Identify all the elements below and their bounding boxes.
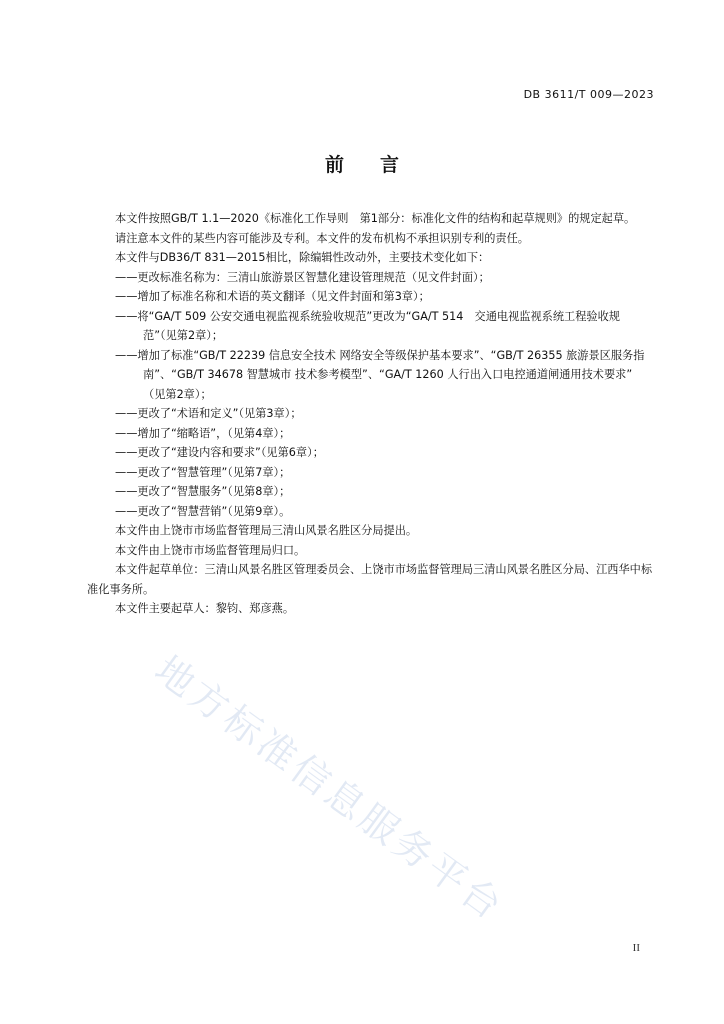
change-item: ——增加了标准名称和术语的英文翻译（见文件封面和第3章）； [115,290,430,303]
paragraph-patent-notice: 请注意本文件的某些内容可能涉及专利。本文件的发布机构不承担识别专利的责任。 [115,231,529,245]
page-number: II [632,942,640,954]
document-code: DB 3611/T 009—2023 [523,88,654,101]
foreword-body [87,209,653,619]
paragraph-drafting-rules: 本文件按照GB/T 1.1—2020《标准化工作导则 第1部分：标准化文件的结构和起草规则》的规定起草。 [115,212,636,225]
paragraph-changes-intro: 本文件与DB36/T 831—2015相比，除编辑性改动外，主要技术变化如下： [115,251,490,264]
paragraph-drafting-units: 本文件起草单位：三清山风景名胜区管理委员会、上饶市市场监督管理局三清山风景名胜区分局、江西华中标准化事务所。 [87,563,653,596]
change-item: ——更改了“智慧服务”（见第8章）； [115,485,291,498]
paragraph-proposer: 本文件由上饶市市场监督管理局三清山风景名胜区分局提出。 [115,524,418,537]
change-item: ——更改了“建设内容和要求”（见第6章）； [115,446,324,459]
change-item: ——将“GA/T 509 公安交通电视监视系统验收规范”更改为“GA/T 514 交通电视监视系统工程验收规范”（见第2章）； [115,309,620,342]
change-item: ——更改了“术语和定义”（见第3章）； [115,407,302,420]
paragraph-administrator: 本文件由上饶市市场监督管理局归口。 [115,543,306,557]
change-item: ——更改了“智慧管理”（见第7章）； [115,465,291,479]
change-item: ——更改了“智慧营销”（见第9章）。 [115,504,291,518]
watermark: 地方标准信息服务平台 [146,647,513,930]
page-title: 前言 [324,154,435,176]
change-item: ——增加了标准“GB/T 22239 信息安全技术 网络安全等级保护基本要求”、“GB/T 26355 旅游景区服务指南”、“GB/T 34678 智慧城市 技术参考模型”、“GA/T 1260 人行出入口电控通道闸通用技术要求” （见第2章）； [115,348,645,401]
change-item: ——更改标准名称为：三清山旅游景区智慧化建设管理规范（见文件封面）； [115,270,490,284]
paragraph-drafters: 本文件主要起草人：黎钧、郑彦燕。 [115,602,295,615]
change-item: ——增加了“缩略语”，（见第4章）； [115,426,291,440]
